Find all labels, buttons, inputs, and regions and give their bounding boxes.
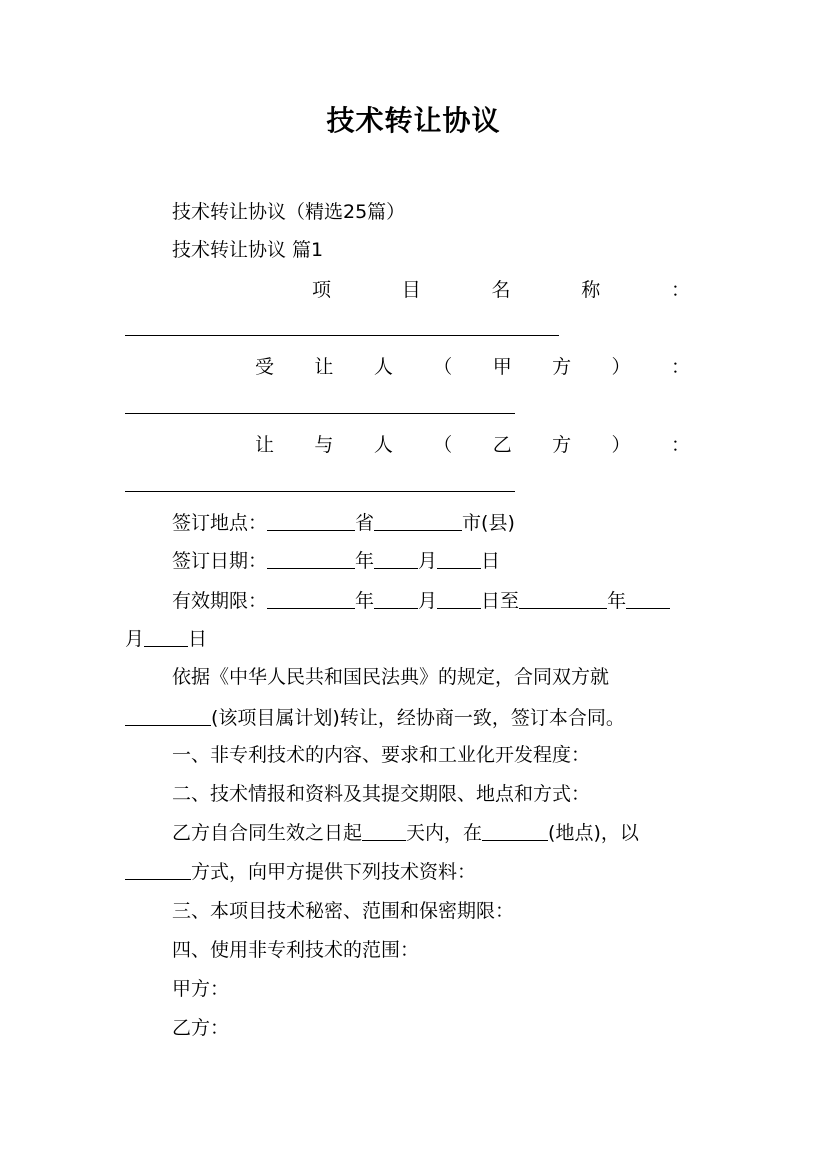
paragraph-delivery-line-1: [172, 820, 772, 846]
year-unit: 年: [355, 590, 375, 612]
label-char: 人: [373, 356, 393, 378]
year-unit: 年: [355, 550, 375, 572]
day2-unit: 日: [188, 628, 208, 650]
province-blank: [267, 512, 355, 531]
project-blank: [125, 707, 211, 726]
label-char: 目: [401, 279, 421, 301]
label-char: 方: [552, 356, 572, 378]
year2-unit: 年: [607, 590, 627, 612]
label-char: ：: [670, 279, 690, 301]
document-subtitle: 技术转让协议（精选25篇）: [172, 201, 406, 223]
sign-place-label: 签订地点：: [172, 512, 268, 534]
day-unit: 日: [481, 550, 501, 572]
transferee-blank: [125, 413, 515, 414]
day-blank: [437, 550, 481, 569]
label-char: 项: [312, 279, 332, 301]
delivery-text-1: 乙方自合同生效之日起: [172, 822, 363, 844]
city-unit: 市(县): [462, 512, 515, 534]
paragraph-basis-text: (该项目属计划)转让，经协商一致，签订本合同。: [211, 707, 625, 729]
label-char: 与: [314, 434, 334, 456]
clause-two: 二、技术情报和资料及其提交期限、地点和方式：: [172, 783, 591, 805]
method-blank: [125, 861, 191, 880]
place-blank: [482, 822, 548, 841]
year-blank: [267, 550, 355, 569]
party-a-label: 甲方：: [172, 978, 230, 1000]
city-blank: [374, 512, 462, 531]
month2-blank: [626, 590, 670, 609]
month-blank: [374, 550, 418, 569]
day-blank: [437, 590, 481, 609]
delivery-text-3: (地点)，以: [548, 822, 639, 844]
label-char: 人: [373, 434, 393, 456]
day-to-unit: 日至: [481, 590, 520, 612]
label-char: （: [433, 356, 453, 378]
party-b-label: 乙方：: [172, 1017, 230, 1039]
paragraph-delivery-line-2: [125, 859, 725, 885]
month-blank: [374, 590, 418, 609]
document-title: 技术转让协议: [326, 104, 501, 137]
paragraph-basis-line-2: [125, 705, 725, 731]
validity-line-2: [125, 626, 725, 652]
label-char: ）: [611, 434, 631, 456]
validity-label: 有效期限：: [172, 590, 268, 612]
sign-place-line: [172, 510, 772, 536]
month2-unit: 月: [125, 628, 145, 650]
clause-three: 三、本项目技术秘密、范围和保密期限：: [172, 900, 515, 922]
label-char: ：: [670, 356, 690, 378]
label-char: 乙: [492, 434, 512, 456]
section-heading: 技术转让协议 篇1: [172, 239, 324, 261]
month-unit: 月: [418, 590, 438, 612]
label-char: 方: [552, 434, 572, 456]
province-unit: 省: [355, 512, 375, 534]
days-blank: [362, 822, 406, 841]
transferee-label: [255, 354, 690, 380]
label-char: ：: [670, 434, 690, 456]
sign-date-line: [172, 548, 772, 574]
delivery-text-4: 方式，向甲方提供下列技术资料：: [191, 861, 477, 883]
label-char: 甲: [492, 356, 512, 378]
clause-one: 一、非专利技术的内容、要求和工业化开发程度：: [172, 744, 591, 766]
label-char: ）: [611, 356, 631, 378]
transferor-label: [255, 432, 690, 458]
clause-four: 四、使用非专利技术的范围：: [172, 939, 420, 961]
label-char: 让: [255, 434, 275, 456]
label-char: 受: [255, 356, 275, 378]
year2-blank: [519, 590, 607, 609]
project-name-label: [312, 277, 690, 303]
day2-blank: [144, 628, 188, 647]
transferor-blank: [125, 491, 515, 492]
label-char: 让: [314, 356, 334, 378]
label-char: 名: [491, 279, 511, 301]
sign-date-label: 签订日期：: [172, 550, 268, 572]
delivery-text-2: 天内，在: [406, 822, 483, 844]
paragraph-basis-line-1: 依据《中华人民共和国民法典》的规定，合同双方就: [172, 666, 610, 688]
label-char: 称: [581, 279, 601, 301]
year-blank: [267, 590, 355, 609]
label-char: （: [433, 434, 453, 456]
project-name-blank: [125, 335, 559, 336]
validity-line: [172, 588, 772, 614]
month-unit: 月: [418, 550, 438, 572]
